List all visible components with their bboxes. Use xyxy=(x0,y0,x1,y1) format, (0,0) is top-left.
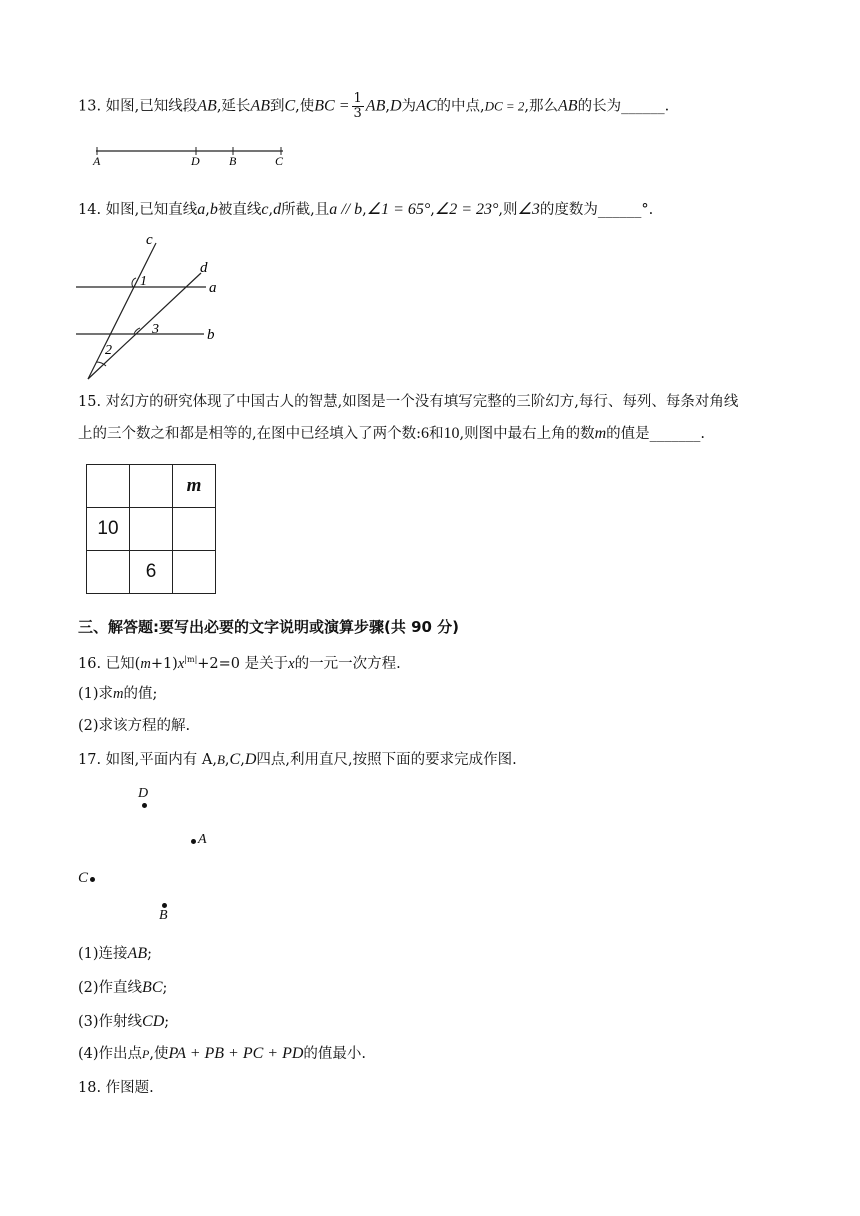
line-label-d: d xyxy=(200,260,208,276)
line-label-c: c xyxy=(146,232,153,248)
section-heading: 三、解答题:要写出必要的文字说明或演算步骤(共 90 分) xyxy=(78,618,460,636)
q17-part1: (1)连接AB; xyxy=(78,945,152,962)
point-label-c: C xyxy=(275,154,284,168)
point-c-dot xyxy=(90,877,95,882)
point-c-label: C xyxy=(78,870,89,886)
q18-text: 18. 作图题. xyxy=(78,1080,154,1096)
line-label-b: b xyxy=(207,327,215,343)
cell-r3c1 xyxy=(87,551,130,594)
point-b-label: B xyxy=(159,908,168,923)
q16-part1: (1)求m的值; xyxy=(78,686,158,702)
q16-part2: (2)求该方程的解. xyxy=(78,718,191,734)
cell-r3c2: 6 xyxy=(130,551,173,594)
q17-part4: (4)作出点P,使PA + PB + PC + PD的值最小. xyxy=(78,1045,367,1062)
cell-r3c3 xyxy=(173,551,216,594)
cell-r2c3 xyxy=(173,508,216,551)
cell-r1c3: m xyxy=(173,465,216,508)
point-label-b: B xyxy=(229,154,237,168)
parallel-lines-figure xyxy=(76,228,236,384)
segment-figure xyxy=(88,140,298,170)
q16-text: 16. 已知$(m+1)x^{|m|}+2=0$ 是关于x的一元一次方程. xyxy=(78,655,401,672)
angle-label-3: 3 xyxy=(152,322,159,337)
q13-text: 13. 如图,已知线段AB,延长AB到C,使BC = $\frac{1}{3}$ AB,D为AC的中点,DC = 2,那么AB的长为______. xyxy=(78,91,670,121)
magic-square xyxy=(86,464,216,594)
cell-r1c1 xyxy=(87,465,130,508)
q17-text: 17. 如图,平面内有 A,B,C,D四点,利用直尺,按照下面的要求完成作图. xyxy=(78,751,517,768)
one-third-fraction: $\frac{1}{3}$ xyxy=(353,91,362,121)
angle-label-2: 2 xyxy=(105,343,112,358)
line-label-a: a xyxy=(209,280,217,296)
cell-r2c1: 10 xyxy=(87,508,130,551)
point-label-a: A xyxy=(93,154,101,168)
q15-line1: 15. 对幻方的研究体现了中国古人的智慧,如图是一个没有填写完整的三阶幻方,每行、每列、每条对角线 xyxy=(78,394,739,410)
q14-text: 14. 如图,已知直线a,b被直线c,d所截,且a // b,∠1 = 65°,∠2 = 23°,则∠3的度数为______°. xyxy=(78,201,654,218)
q15-line2: 上的三个数之和都是相等的,在图中已经填入了两个数:6和10,则图中最右上角的数m的值是_______. xyxy=(78,425,706,442)
point-label-d: D xyxy=(191,154,200,168)
q17-part3: (3)作射线CD; xyxy=(78,1013,170,1030)
cell-r2c2 xyxy=(130,508,173,551)
point-d-dot xyxy=(142,803,147,808)
cell-r1c2 xyxy=(130,465,173,508)
point-a-label: A xyxy=(198,832,207,847)
point-a-dot xyxy=(191,839,196,844)
angle-label-1: 1 xyxy=(140,274,147,289)
q17-part2: (2)作直线BC; xyxy=(78,979,168,996)
point-d-label: D xyxy=(138,786,149,801)
